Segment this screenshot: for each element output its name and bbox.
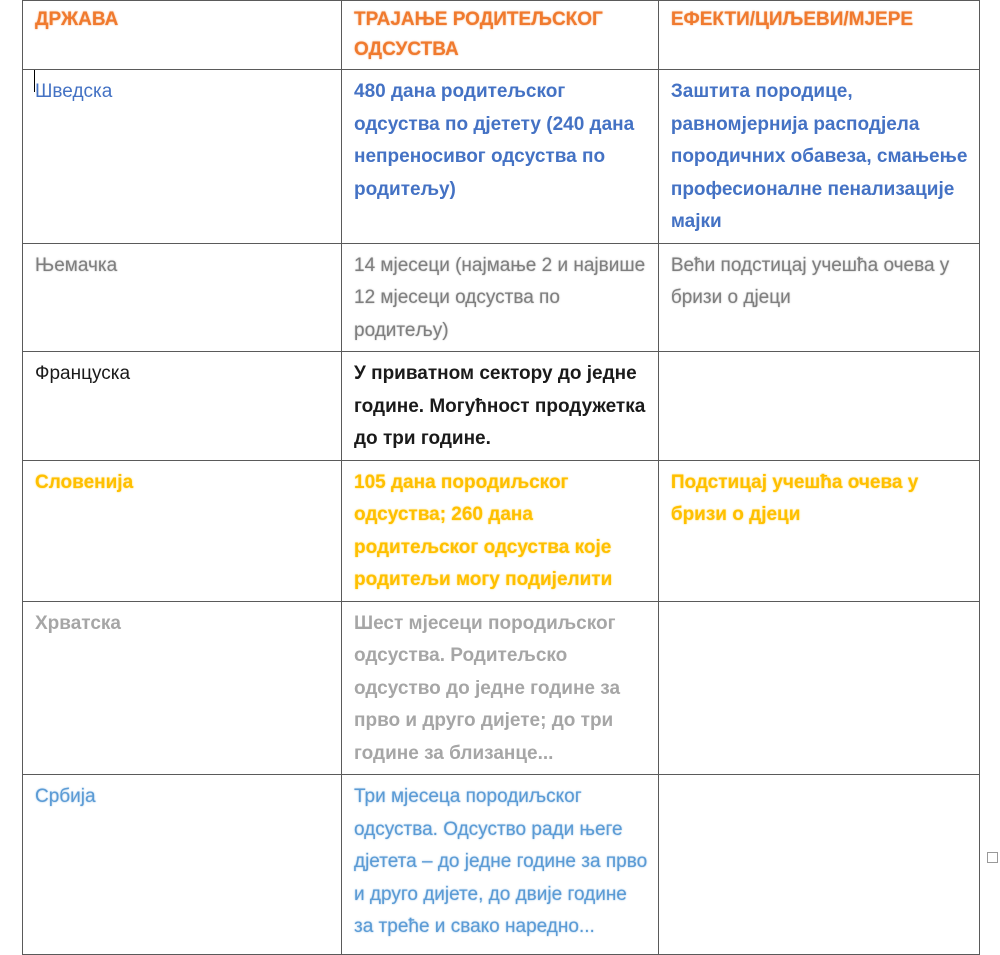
cell-country[interactable]: Словенија [23,460,342,601]
cell-duration[interactable]: У приватном сектору до једне године. Могућност продужетка до три године. [342,352,659,461]
cell-country[interactable]: Србија [23,775,342,955]
cell-duration[interactable]: 480 дана родитељског одсуства по дјетету (240 дана непреносивог одсуства по родитељу) [342,70,659,244]
cell-effects[interactable]: Подстицај учешћа очева у бризи о дјеци [658,460,979,601]
table-row-sweden [23,70,980,244]
cell-duration[interactable]: Шест мјесеци породиљског одсуства. Родитељско одсуство до једне године за прво и друго дијете; до три године за близанце... [342,601,659,775]
table-header-row [23,1,980,70]
cell-effects[interactable] [658,601,979,775]
header-country[interactable]: ДРЖАВА [23,1,342,70]
table-row-slovenia [23,460,980,601]
cell-effects[interactable] [658,352,979,461]
cell-country[interactable]: Њемачка [23,243,342,352]
header-effects[interactable]: ЕФЕКТИ/ЦИЉЕВИ/МЈЕРЕ [658,1,979,70]
table-row-germany [23,243,980,352]
cell-duration[interactable]: 14 мјесеци (најмање 2 и највише 12 мјесеци одсуства по родитељу) [342,243,659,352]
table-row-croatia [23,601,980,775]
cell-duration[interactable]: Три мјесеца породиљског одсуства. Одсуство ради његе дјетета – до једне године за прво и друго дијете, до двије године за треће и свако наредно... [342,775,659,955]
text-cursor [34,70,35,92]
cell-country[interactable]: Хрватска [23,601,342,775]
cell-country[interactable]: Шведска [23,70,342,244]
parental-leave-table [22,0,980,955]
cell-duration[interactable]: 105 дана породиљског одсуства; 260 дана родитељског одсуства које родитељи могу подијелити [342,460,659,601]
cell-effects[interactable]: Већи подстицај учешћа очева у бризи о дјеци [658,243,979,352]
cell-effects[interactable]: Заштита породице, равномјернија расподјела породичних обавеза, смањење професионалне пенализације мајки [658,70,979,244]
table-resize-handle[interactable] [987,852,998,863]
header-duration[interactable]: ТРАЈАЊЕ РОДИТЕЉСКОГ ОДСУСТВА [342,1,659,70]
table-row-france [23,352,980,461]
cell-country[interactable]: Француска [23,352,342,461]
